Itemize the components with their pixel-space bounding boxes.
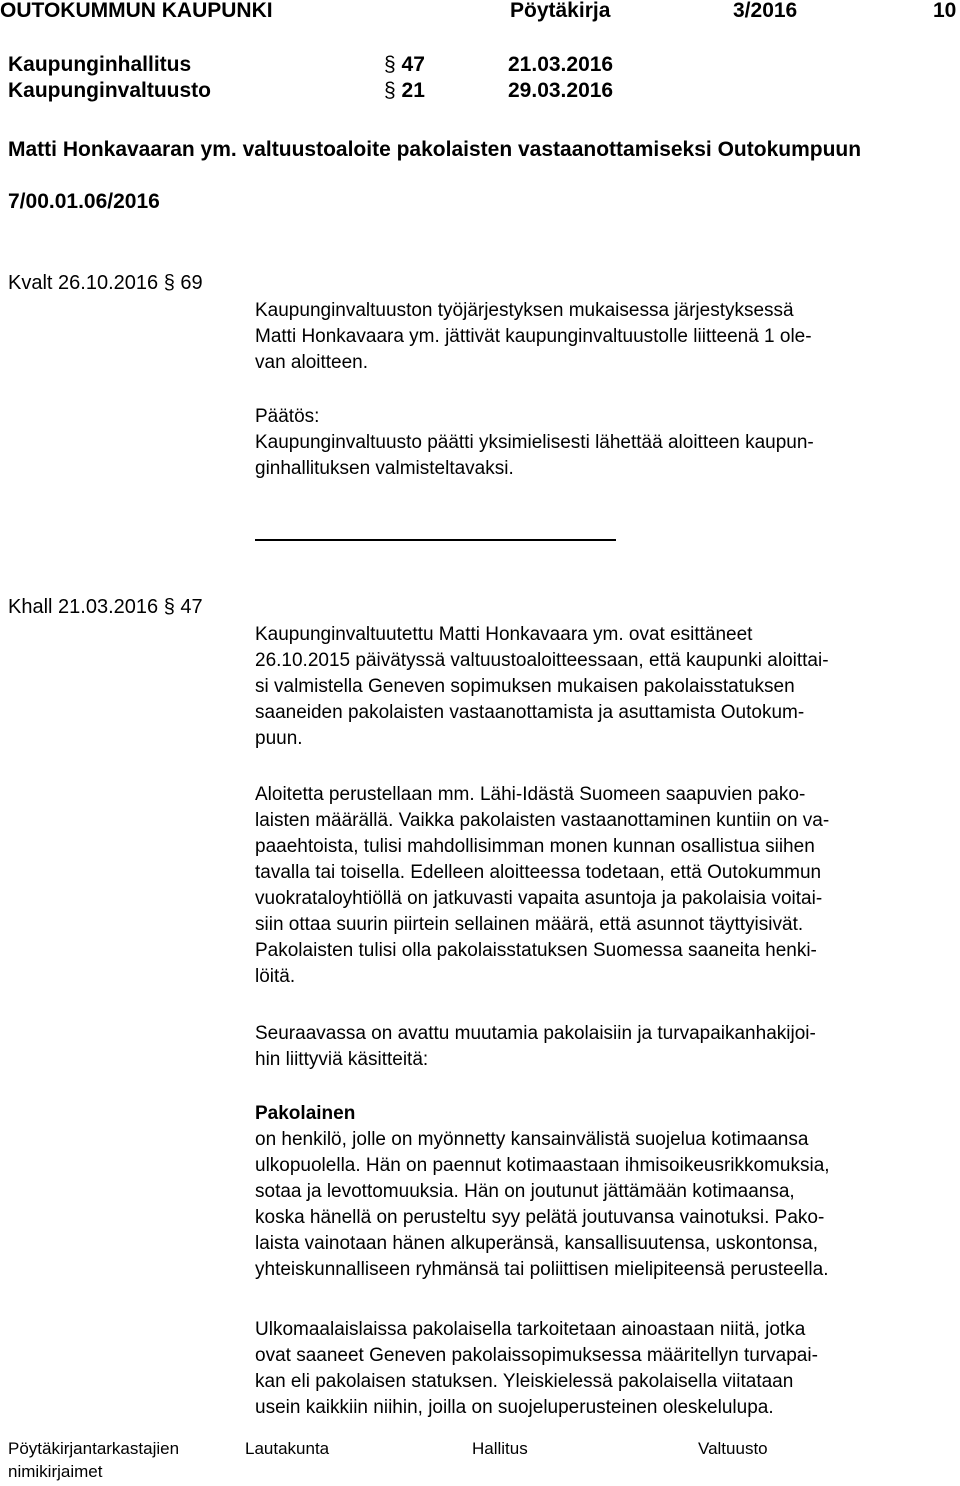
section-number: § 47 <box>384 53 425 76</box>
term-heading: Pakolainen <box>255 1103 356 1124</box>
khall-paragraph-1: Kaupunginvaltuutettu Matti Honkavaara ym. ovat esittäneet 26.10.2015 päivätyssä valtuustoaloitteessaan, että kaupunki aloittai- si valmistella Geneven sopimuksen mukaisen pakolaisstatuksen saaneiden pakolaisten vastaanottamista ja asuttamista Outokum- puun. <box>255 624 829 749</box>
diary-number: 7/00.01.06/2016 <box>8 190 160 213</box>
meeting-date: 29.03.2016 <box>508 79 614 102</box>
doc-type: Pöytäkirja <box>510 0 611 22</box>
footer-initials-label: nimikirjaimet <box>8 1462 103 1481</box>
khall-paragraph-5: Ulkomaalaislaissa pakolaisella tarkoitetaan ainoastaan niitä, jotka ovat saaneet Geneven pakolaissopimuksessa määritellyn turvapai- kan eli pakolaisen statuksen. Yleiskielessä pakolaisella viitataan usein kaikkiin niihin, joilla on suojeluperusteinen oleskelulupa. <box>255 1319 818 1418</box>
kvalt-paragraph: Kaupunginvaltuuston työjärjestyksen mukaisessa järjestyksessä Matti Honkavaara ym. jättivät kaupunginvaltuustolle liitteenä 1 ole- van aloitteen. <box>255 300 812 373</box>
body-name: Kaupunginvaltuusto <box>8 79 211 102</box>
page-title: Matti Honkavaaran ym. valtuustoaloite pakolaisten vastaanottamiseksi Outokumpuun <box>8 138 862 161</box>
khall-reference: Khall 21.03.2016 § 47 <box>8 596 203 618</box>
decision-block: Päätös: Kaupunginvaltuusto päätti yksimielisesti lähettää aloitteen kaupun- ginhallituksen valmisteltavaksi. <box>255 404 945 482</box>
khall-paragraph-2: Aloitetta perustellaan mm. Lähi-Idästä Suomeen saapuvien pako- laisten määrällä. Vaikka pakolaisten vastaanottaminen kuntiin on va- paaehtoista, tulisi mahdollisimman monen kunnan osallistua siihen tavalla tai toisella. Edelleen aloitteessa todetaan, että Outokummun vuokrataloyhtiöllä on jatkuvasti vapaita asuntoja ja pakolaisia voitai- siin ottaa suurin piirtein sellainen määrä, että asunnot täyttyisivät. Pakolaisten tulisi olla pakolaisstatuksen Suomessa saaneita henki- löitä. <box>255 784 830 987</box>
footer-reviewers-label: Pöytäkirjantarkastajien <box>8 1439 180 1458</box>
issue-number: 3/2016 <box>733 0 798 22</box>
org-name: OUTOKUMMUN KAUPUNKI <box>0 0 273 22</box>
khall-paragraph-3: Seuraavassa on avattu muutamia pakolaisiin ja turvapaikanhakijoi- hin liittyviä käsitteitä: <box>255 1023 816 1070</box>
footer-government-label: Hallitus <box>472 1439 528 1458</box>
meeting-date: 21.03.2016 <box>508 53 614 76</box>
footer-council-label: Valtuusto <box>698 1439 768 1458</box>
separator-line <box>255 539 616 541</box>
body-name: Kaupunginhallitus <box>8 53 192 76</box>
decision-label: Päätös: <box>255 406 320 427</box>
kvalt-reference: Kvalt 26.10.2016 § 69 <box>8 272 203 294</box>
section-number: § 21 <box>384 79 425 102</box>
term-block: Pakolainen on henkilö, jolle on myönnetty kansainvälistä suojelua kotimaansa ulkopuolella. Hän on paennut kotimaastaan ihmisoikeusrikkomuksia, sotaa ja levottomuuksia. Hän on joutunut jättämään kotimaansa, koska hänellä on perusteltu syy pelätä joutuvansa vainotuksi. Pako- laista vainotaan hänen alkuperänsä, kansallisuutensa, uskontonsa, yhteiskunnalliseen ryhmänsä tai poliittisen mielipiteensä perusteella. <box>255 1101 945 1283</box>
footer-board-label: Lautakunta <box>245 1439 330 1458</box>
page-number: 10 <box>933 0 957 22</box>
